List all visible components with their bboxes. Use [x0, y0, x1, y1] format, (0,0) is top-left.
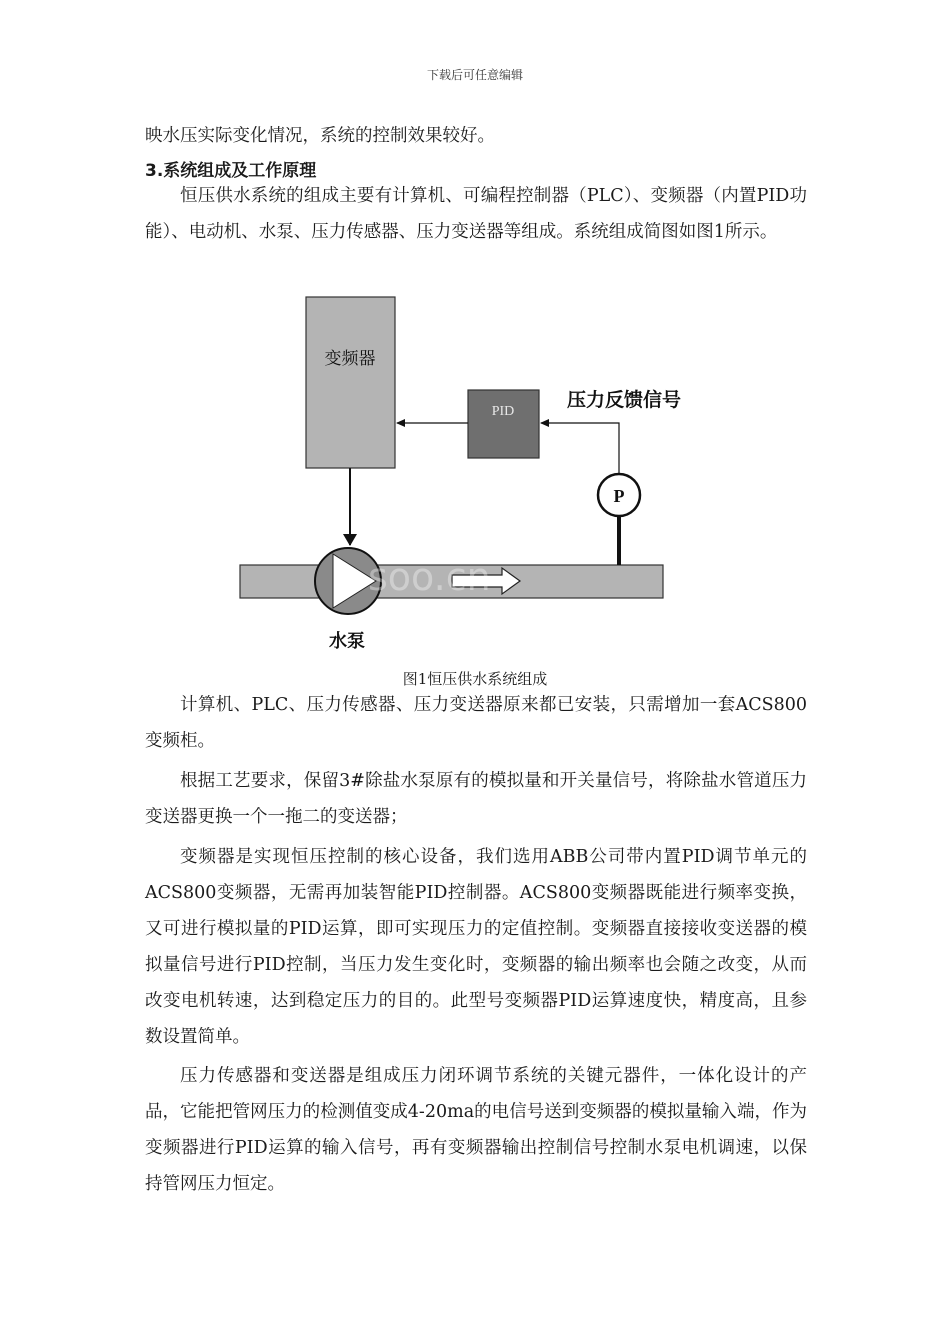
inverter-box — [306, 297, 395, 468]
paragraph-process: 根据工艺要求，保留3#除盐水泵原有的模拟量和开关量信号，将除盐水管道压力变送器更换一个一拖二的变送器； — [145, 771, 807, 827]
inverter-label: 变频器 — [324, 349, 376, 369]
paragraph-inverter: 变频器是实现恒压控制的核心设备，我们选用ABB公司带内置PID调节单元的ACS800变频器，无需再加装智能PID控制器。ACS800变频器既能进行频率变换，又可进行模拟量的PID运算，即可实现压力的定值控制。变频器直接接收变送器的模拟量信号进行PID控制，当压力发生变化时，变频器的输出频率也会随之改变，从而改变电机转速，达到稳定压力的目的。此型号变频器PID运算速度快，精度高，且参数设置简单。 — [145, 847, 807, 1047]
pid-box — [468, 390, 539, 458]
paragraph-intro: 映水压实际变化情况，系统的控制效果较好。 — [145, 126, 495, 146]
pid-label: PID — [491, 404, 515, 419]
paragraph-sensor: 压力传感器和变送器是组成压力闭环调节系统的关键元器件，一体化设计的产品，它能把管网压力的检测值变成4-20ma的电信号送到变频器的模拟量输入端，作为变频器进行PID运算的输入信号，再有变频器输出控制信号控制水泵电机调速，以保持管网压力恒定。 — [145, 1066, 807, 1194]
page-header: 下载后可任意编辑 — [426, 68, 523, 82]
feedback-arrow — [541, 423, 619, 474]
watermark: soo.cn — [368, 555, 491, 599]
figure-caption: 图1恒压供水系统组成 — [402, 670, 548, 688]
pressure-sensor-label: P — [613, 486, 625, 506]
feedback-label: 压力反馈信号 — [567, 389, 682, 411]
paragraph-hardware: 计算机、PLC、压力传感器、压力变送器原来都已安装，只需增加一套ACS800变频柜。 — [145, 695, 807, 751]
pump-label: 水泵 — [329, 631, 365, 652]
section-title: 3.系统组成及工作原理 — [145, 161, 317, 181]
paragraph-composition: 恒压供水系统的组成主要有计算机、可编程控制器（PLC）、变频器（内置PID功能）、电动机、水泵、压力传感器、压力变送器等组成。系统组成简图如图1所示。 — [145, 186, 807, 242]
